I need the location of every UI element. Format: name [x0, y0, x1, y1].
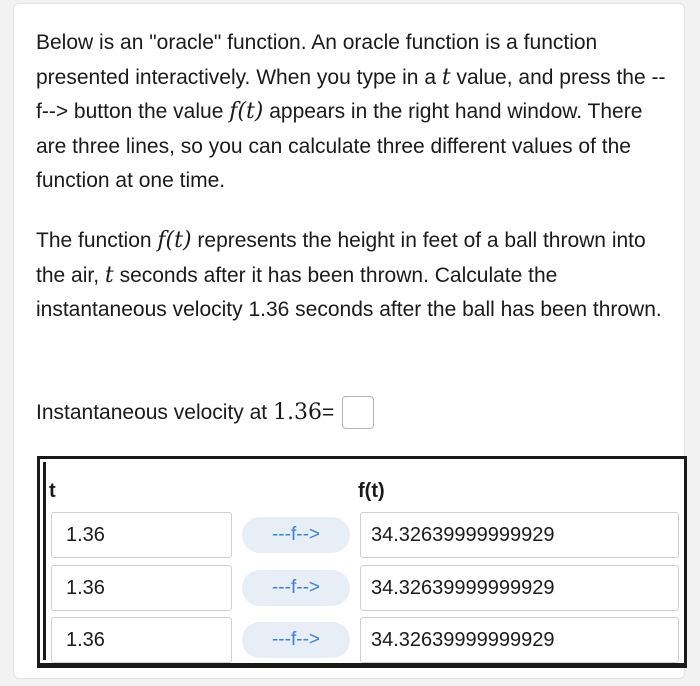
answer-input-box[interactable] [342, 396, 374, 429]
answer-row [36, 396, 374, 429]
var-t: t [441, 64, 451, 90]
intro-text-c: appears in the right hand window. There are three lines, so you can calculate three different values of the function at one time. [36, 100, 643, 192]
intro-text-b: value, and press the --f--> button the value [36, 65, 666, 123]
f-output: 34.32639999999929 [360, 565, 679, 611]
intro-paragraph [36, 26, 672, 199]
f-output: 34.32639999999929 [360, 617, 679, 663]
t-input[interactable] [51, 512, 232, 558]
answer-time-value: 1.36 [273, 400, 322, 425]
t-input[interactable] [51, 617, 232, 663]
answer-equals: = [321, 400, 335, 424]
oracle-row [51, 617, 676, 663]
problem-paragraph [36, 224, 672, 328]
var-t: t [104, 262, 114, 288]
t-input[interactable] [51, 565, 232, 611]
header-t: t [49, 480, 56, 502]
evaluate-f-button[interactable]: ---f--> [242, 570, 350, 606]
problem-text-b: represents the height in feet of a ball thrown into the air, [36, 229, 646, 287]
oracle-row [51, 565, 676, 611]
problem-text-a: The function [36, 229, 158, 252]
problem-text-c: seconds after it has been thrown. Calculate the instantaneous velocity 1.36 seconds after the ball has been thrown. [36, 263, 662, 321]
func-f-of-t: f(t) [157, 228, 192, 253]
f-output: 34.32639999999929 [360, 512, 679, 558]
intro-text-a: Below is an "oracle" function. An oracle function is a function presented interactively. When you type in a [36, 31, 598, 89]
oracle-table [37, 456, 687, 668]
header-f-of-t: f(t) [358, 480, 385, 502]
oracle-row [51, 512, 676, 558]
evaluate-f-button[interactable]: ---f--> [242, 622, 350, 658]
evaluate-f-button[interactable]: ---f--> [242, 517, 350, 553]
func-f-of-t: f(t) [229, 99, 264, 124]
answer-label: Instantaneous velocity at [36, 400, 268, 424]
question-card [13, 3, 685, 679]
oracle-table-inner [43, 462, 681, 660]
